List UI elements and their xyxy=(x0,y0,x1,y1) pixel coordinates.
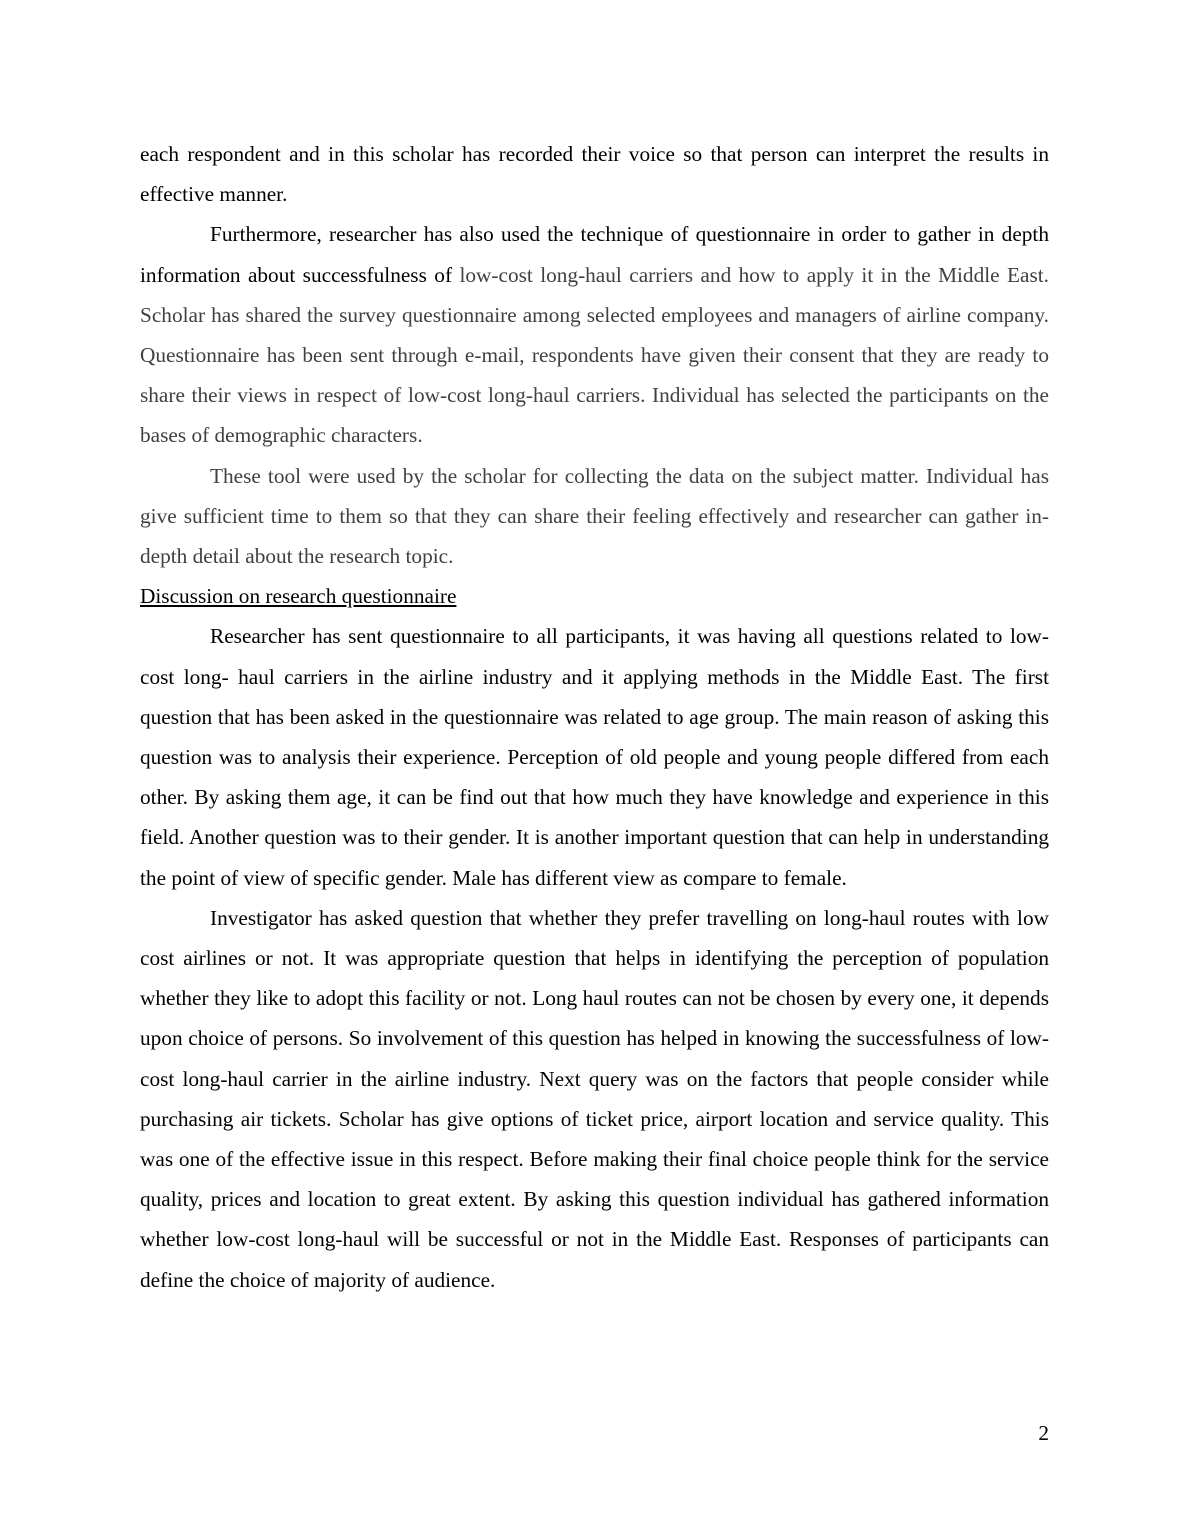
paragraph-questionnaire-black-text: Furthermore, researcher has also used the technique of questionnaire in order to gather in depth information about successfulness of xyxy=(140,222,1049,287)
paragraph-tools: These tool were used by the scholar for collecting the data on the subject matter. Individual has give sufficient time to them so that they can share their feeling effectively and researcher can gather in-depth detail about the research topic. xyxy=(140,463,1049,569)
page-number: 2 xyxy=(1038,1421,1049,1445)
section-heading xyxy=(140,576,1049,616)
document-body xyxy=(140,134,1049,1300)
paragraph-questionnaire xyxy=(140,214,1049,455)
section-heading-text: Discussion on research questionnaire xyxy=(140,584,457,609)
paragraph-investigator: Investigator has asked question that whether they prefer travelling on long-haul routes with low cost airlines or not. It was appropriate question that helps in identifying the perception of population whether they like to adopt this facility or not. Long haul routes can not be chosen by every one, it depends upon choice of persons. So involvement of this question has helped in knowing the successfulness of low-cost long-haul carrier in the airline industry. Next query was on the factors that people consider while purchasing air tickets. Scholar has give options of ticket price, airport location and service quality. This was one of the effective issue in this respect. Before making their final choice people think for the service quality, prices and location to great extent. By asking this question individual has gathered information whether low-cost long-haul will be successful or not in the Middle East. Responses of participants can define the choice of majority of audience. xyxy=(140,905,1049,1292)
paragraph-discussion: Researcher has sent questionnaire to all participants, it was having all questions related to low-cost long- haul carriers in the airline industry and it applying methods in the Middle East. The first question that has been asked in the questionnaire was related to age group. The main reason of asking this question was to analysis their experience. Perception of old people and young people differed from each other. By asking them age, it can be find out that how much they have knowledge and experience in this field. Another question was to their gender. It is another important question that can help in understanding the point of view of specific gender. Male has different view as compare to female. xyxy=(140,624,1049,890)
paragraph-continuation: each respondent and in this scholar has recorded their voice so that person can interpret the results in effective manner. xyxy=(140,142,1049,207)
paragraph-questionnaire-gray-text: low-cost long-haul carriers and how to apply it in the Middle East. Scholar has shared the survey questionnaire among selected employees and managers of airline company. Questionnaire has been sent through e-mail, respondents have given their consent that they are ready to share their views in respect of low-cost long-haul carriers. Individual has selected the participants on the bases of demographic characters. xyxy=(140,262,1049,448)
